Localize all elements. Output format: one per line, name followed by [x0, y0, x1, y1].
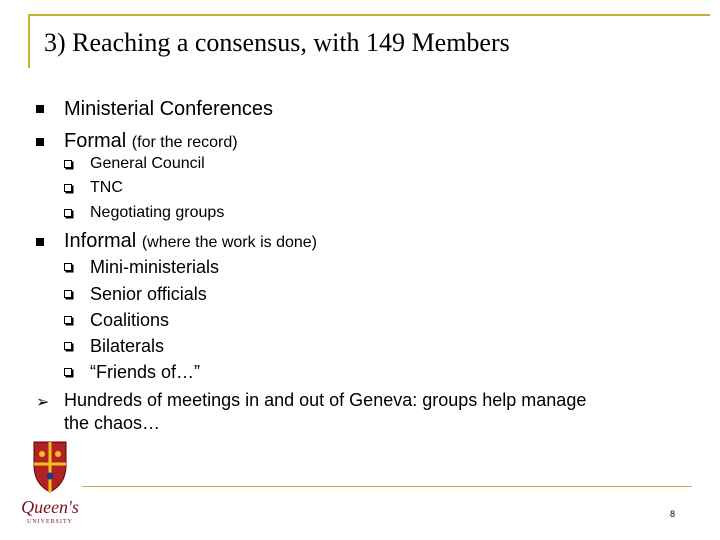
sub-bullet-square [64, 160, 72, 168]
sub-bullet-square [64, 316, 72, 324]
bullet-square [36, 138, 44, 146]
sub-bullet-square [64, 209, 72, 217]
arrow-text-line2: the chaos… [64, 413, 161, 433]
formal-item: TNC [90, 179, 123, 196]
arrow-text-line1: Hundreds of meetings in and out of Geneva: groups help manage [64, 390, 587, 410]
page-number: 8 [670, 509, 676, 519]
sub-bullet-square [64, 290, 72, 298]
sub-bullet-square [64, 342, 72, 350]
sub-bullet-square [64, 184, 72, 192]
bullet-ministerial: Ministerial Conferences [64, 98, 273, 120]
formal-item: Negotiating groups [90, 204, 225, 221]
formal-item: General Council [90, 155, 205, 172]
bullet-formal-note: (for the record) [131, 134, 238, 151]
bullet-formal-label: Formal [64, 130, 127, 152]
informal-item: Senior officials [90, 284, 207, 304]
svg-text:Queen's: Queen's [21, 497, 79, 517]
svg-text:UNIVERSITY: UNIVERSITY [27, 519, 73, 525]
arrow-bullet-icon: ➢ [36, 392, 50, 411]
sub-bullet-square [64, 368, 72, 376]
bullet-informal-label: Informal [64, 230, 137, 252]
bullet-informal [64, 230, 317, 253]
bullet-square [36, 105, 44, 113]
queens-university-logo [10, 440, 90, 526]
informal-item: “Friends of…” [90, 362, 201, 382]
informal-item: Mini-ministerials [90, 257, 220, 277]
footer-rule [82, 486, 692, 487]
slide-title: 3) Reaching a consensus, with 149 Members [44, 28, 510, 57]
bullet-informal-note: (where the work is done) [141, 234, 317, 251]
informal-item: Bilaterals [90, 336, 165, 356]
sub-bullet-square [64, 263, 72, 271]
informal-item: Coalitions [90, 310, 170, 330]
bullet-formal [64, 130, 238, 153]
bullet-square [36, 238, 44, 246]
